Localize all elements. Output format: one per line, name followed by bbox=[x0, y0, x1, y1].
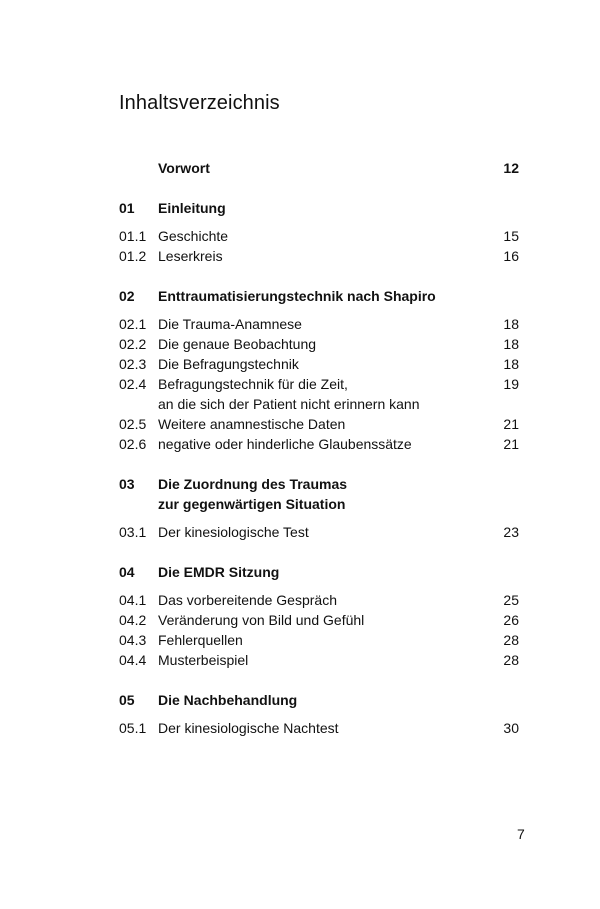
toc-chapter-row[interactable] bbox=[119, 286, 519, 306]
toc-page-number: 18 bbox=[503, 336, 519, 352]
toc-chapter-row[interactable] bbox=[119, 198, 519, 218]
toc-title: Die Trauma-Anamnese bbox=[158, 316, 302, 332]
toc-number: 02.1 bbox=[119, 316, 147, 332]
toc-section-row[interactable] bbox=[119, 650, 519, 670]
toc-number: 02.6 bbox=[119, 436, 147, 452]
toc-title: Musterbeispiel bbox=[158, 652, 249, 668]
toc-chapter-row[interactable] bbox=[119, 562, 519, 582]
toc-number: 05.1 bbox=[119, 720, 147, 736]
toc-preface-row[interactable] bbox=[119, 158, 519, 178]
toc-section-row[interactable] bbox=[119, 414, 519, 434]
toc-number: 02.2 bbox=[119, 336, 147, 352]
toc-page-number: 21 bbox=[503, 416, 519, 432]
toc-title: Die EMDR Sitzung bbox=[158, 564, 280, 580]
toc-number: 02.5 bbox=[119, 416, 147, 432]
toc-page-number: 16 bbox=[503, 248, 519, 264]
toc-section-row[interactable] bbox=[119, 630, 519, 650]
toc-title: Fehlerquellen bbox=[158, 632, 243, 648]
toc-title bbox=[158, 474, 479, 514]
toc-page-number: 30 bbox=[503, 720, 519, 736]
toc-title: Vorwort bbox=[158, 160, 210, 176]
toc-page-number: 19 bbox=[503, 376, 519, 392]
toc-title: Leserkreis bbox=[158, 248, 223, 264]
table-of-contents bbox=[119, 158, 519, 738]
toc-title-line-1: Die Zuordnung des Traumas bbox=[158, 476, 348, 492]
toc-title: Der kinesiologische Nachtest bbox=[158, 720, 339, 736]
toc-section-row[interactable] bbox=[119, 354, 519, 374]
toc-section-row[interactable] bbox=[119, 590, 519, 610]
toc-page-number: 26 bbox=[503, 612, 519, 628]
toc-title: Geschichte bbox=[158, 228, 229, 244]
toc-page-number: 28 bbox=[503, 632, 519, 648]
toc-title: Die genaue Beobachtung bbox=[158, 336, 317, 352]
toc-title-line-2: an die sich der Patient nicht erinnern kann bbox=[158, 396, 420, 412]
toc-section-row[interactable] bbox=[119, 718, 519, 738]
toc-section-row[interactable] bbox=[119, 226, 519, 246]
toc-number: 04.2 bbox=[119, 612, 147, 628]
toc-number: 05 bbox=[119, 692, 135, 708]
toc-title: Die Nachbehandlung bbox=[158, 692, 298, 708]
toc-number: 04.1 bbox=[119, 592, 147, 608]
toc-page-number: 12 bbox=[503, 160, 519, 176]
page-number: 7 bbox=[517, 826, 525, 842]
toc-number: 02 bbox=[119, 288, 135, 304]
toc-page-number: 23 bbox=[503, 524, 519, 540]
toc-title-line-1: Befragungstechnik für die Zeit, bbox=[158, 376, 348, 392]
toc-title: Enttraumatisierungstechnik nach Shapiro bbox=[158, 288, 436, 304]
toc-chapter-row[interactable] bbox=[119, 690, 519, 710]
toc-section-row[interactable] bbox=[119, 374, 519, 414]
toc-page-number: 28 bbox=[503, 652, 519, 668]
toc-title: Der kinesiologische Test bbox=[158, 524, 309, 540]
toc-section-row[interactable] bbox=[119, 434, 519, 454]
toc-page-number: 25 bbox=[503, 592, 519, 608]
toc-chapter-row[interactable] bbox=[119, 474, 519, 514]
toc-number: 03.1 bbox=[119, 524, 147, 540]
toc-section-row[interactable] bbox=[119, 334, 519, 354]
toc-section-row[interactable] bbox=[119, 522, 519, 542]
toc-title: Die Befragungstechnik bbox=[158, 356, 299, 372]
toc-number: 03 bbox=[119, 476, 135, 492]
toc-number: 04.4 bbox=[119, 652, 147, 668]
toc-title-line-2: zur gegenwärtigen Situation bbox=[158, 496, 346, 512]
toc-page-number: 21 bbox=[503, 436, 519, 452]
toc-number: 02.4 bbox=[119, 376, 147, 392]
toc-number: 04.3 bbox=[119, 632, 147, 648]
toc-title: Das vorbereitende Gespräch bbox=[158, 592, 337, 608]
toc-page-number: 18 bbox=[503, 316, 519, 332]
toc-page-number: 15 bbox=[503, 228, 519, 244]
toc-title: negative oder hinderliche Glaubenssätze bbox=[158, 436, 412, 452]
toc-title: Veränderung von Bild und Gefühl bbox=[158, 612, 365, 628]
toc-number: 01.2 bbox=[119, 248, 147, 264]
page-title: Inhaltsverzeichnis bbox=[119, 92, 280, 114]
toc-title bbox=[158, 374, 479, 414]
toc-number: 02.3 bbox=[119, 356, 147, 372]
toc-number: 01.1 bbox=[119, 228, 147, 244]
toc-section-row[interactable] bbox=[119, 314, 519, 334]
toc-number: 01 bbox=[119, 200, 135, 216]
toc-section-row[interactable] bbox=[119, 610, 519, 630]
toc-section-row[interactable] bbox=[119, 246, 519, 266]
toc-page-number: 18 bbox=[503, 356, 519, 372]
toc-number: 04 bbox=[119, 564, 135, 580]
toc-title: Einleitung bbox=[158, 200, 226, 216]
toc-title: Weitere anamnestische Daten bbox=[158, 416, 346, 432]
